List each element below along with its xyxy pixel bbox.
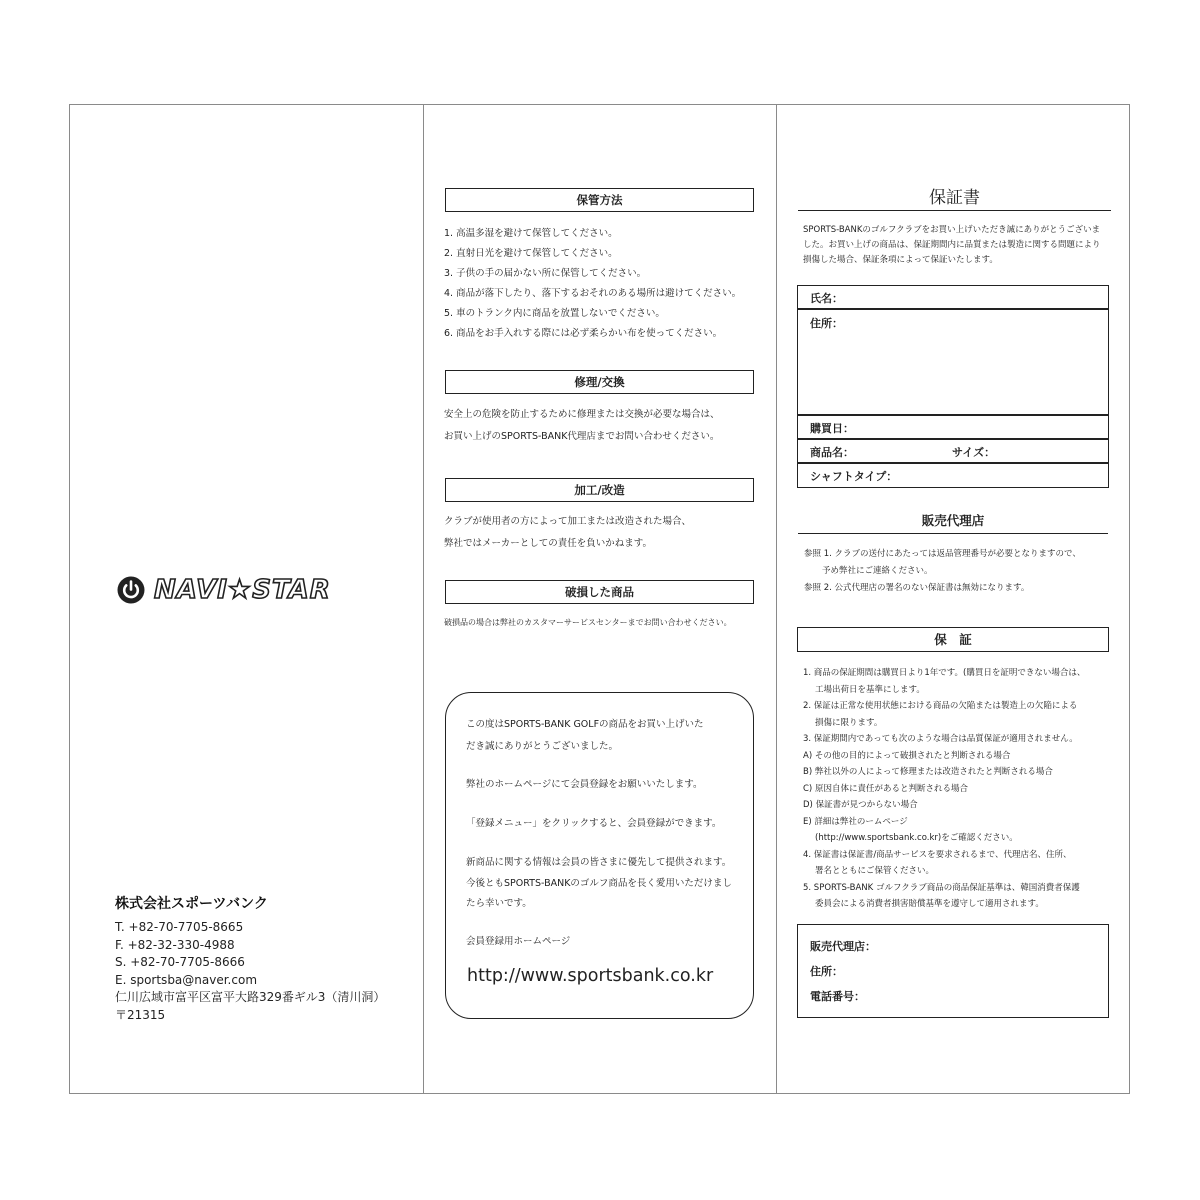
text-line: 弊社ではメーカーとしての責任を負いかねます。 — [444, 538, 653, 549]
list-item: B) 弊社以外の人によって修理または改造されたと判断される場合 — [803, 767, 1053, 777]
welcome-line: 弊社のホームページにて会員登録をお願いいたします。 — [466, 779, 703, 790]
list-item: D) 保証書が見つからない場合 — [803, 800, 918, 810]
company-tel: T. +82-70-7705-8665 — [115, 920, 244, 934]
welcome-line: だき誠にありがとうございました。 — [466, 741, 619, 752]
product-name-label: 商品名： — [810, 446, 854, 459]
storage-list — [444, 224, 741, 344]
text-line: お買い上げのSPORTS-BANK代理店までお問い合わせください。 — [444, 431, 720, 442]
damaged-header: 破損した商品 — [445, 580, 754, 604]
list-item: 5. SPORTS-BANK ゴルフクラブ商品の商品保証基準は、韓国消費者保護 — [803, 882, 1080, 893]
company-info — [115, 893, 415, 1024]
fold-line-left — [423, 104, 424, 1094]
dealer-phone-label: 電話番号： — [810, 990, 865, 1003]
homepage-url: http://www.sportsbank.co.kr — [467, 966, 714, 986]
text-line: 破損品の場合は弊社のカスタマーサービスセンターまでお問い合わせください。 — [444, 618, 732, 627]
list-item: E) 詳細は弊社のームページ — [803, 816, 908, 827]
list-item: 5. 車のトランク内に商品を放置しないでください。 — [444, 308, 665, 319]
list-item: (http://www.sportsbank.co.kr)をご確認ください。 — [815, 833, 1018, 843]
fold-line-right — [776, 104, 777, 1094]
list-item: 6. 商品をお手入れする際には必ず柔らかい布を使ってください。 — [444, 328, 723, 339]
damaged-text — [444, 617, 732, 628]
welcome-line: 「登録メニュー」をクリックすると、会員登録ができます。 — [466, 818, 722, 829]
repair-text — [444, 404, 720, 448]
note-line: 予め弊社にご連絡ください。 — [822, 566, 933, 576]
list-item: 4. 保証書は保証書/商品サービスを要求されるまで、代理店名、住所、 — [803, 849, 1072, 860]
form-divider — [797, 414, 1109, 416]
storage-header: 保管方法 — [445, 188, 754, 212]
purchase-date-label: 購買日： — [810, 422, 854, 435]
list-item: 工場出荷日を基準にします。 — [815, 684, 925, 695]
size-label: サイズ： — [952, 446, 996, 459]
form-divider — [797, 308, 1109, 310]
list-item: 損傷に限ります。 — [815, 717, 883, 728]
text-line: クラブが使用者の方によって加工または改造された場合、 — [444, 516, 692, 527]
company-fax: F. +82-32-330-4988 — [115, 937, 235, 952]
welcome-line: 今後ともSPORTS-BANKのゴルフ商品を長く愛用いただけまし — [466, 878, 732, 889]
warranty-list — [803, 666, 1085, 914]
certificate-title: 保証書 — [929, 188, 980, 208]
list-item: 1. 商品の保証期間は購買日より1年です。(購買日を証明できない場合は、 — [803, 668, 1086, 678]
dealer-title-divider — [798, 533, 1108, 534]
text-line: 安全上の危険を防止するために修理または交換が必要な場合は、 — [444, 409, 720, 420]
welcome-line: 会員登録用ホームページ — [466, 936, 571, 947]
intro-line: SPORTS-BANKのゴルフクラブをお買い上げいただき誠にありがとうございま — [803, 225, 1101, 235]
intro-line: した。お買い上げの商品は、保証期間内に品質または製造に関する問題により — [803, 240, 1101, 250]
brand-logo — [116, 575, 331, 605]
list-item: 署名とともにご保管ください。 — [815, 866, 935, 876]
dealer-address-label: 住所： — [810, 965, 843, 978]
brand-name: NAVI★STAR — [154, 575, 331, 605]
welcome-line: この度はSPORTS-BANK GOLFの商品をお買い上げいた — [466, 719, 704, 730]
dealer-title: 販売代理店 — [921, 513, 985, 528]
list-item: 2. 保証は正常な使用状態における商品の欠陥または製造上の欠陥による — [803, 701, 1078, 711]
address-field-label: 住所： — [810, 317, 843, 330]
modification-text — [444, 511, 691, 555]
company-address: 仁川広域市富平区富平大路329番ギル3（清川洞） — [115, 990, 386, 1004]
list-item: C) 原因自体に責任があると判断される場合 — [803, 783, 968, 794]
dealer-name-label: 販売代理店： — [810, 940, 876, 953]
list-item: 3. 保証期間内であっても次のような場合は品質保証が適用されません。 — [803, 734, 1078, 744]
list-item: A) その他の目的によって破損されたと判断される場合 — [803, 750, 1011, 761]
company-service: S. +82-70-7705-8666 — [115, 955, 245, 969]
list-item: 3. 子供の手の届かない所に保管してください。 — [444, 268, 647, 279]
intro-line: 損傷した場合、保証条項によって保証いたします。 — [803, 255, 998, 265]
repair-header: 修理/交換 — [445, 370, 754, 394]
company-name: 株式会社スポーツバンク — [115, 896, 268, 912]
list-item: 委員会による消費者損害賠償基準を遵守して適用されます。 — [815, 899, 1044, 909]
title-divider — [798, 210, 1111, 211]
modification-header: 加工/改造 — [445, 478, 754, 502]
note-line: 参照 1. クラブの送付にあたっては返品管理番号が必要となりますので、 — [804, 549, 1081, 559]
form-divider — [797, 462, 1109, 464]
note-line: 参照 2. 公式代理店の署名のない保証書は無効になります。 — [804, 583, 1030, 593]
name-field-label: 氏名： — [810, 292, 843, 305]
list-item: 2. 直射日光を避けて保管してください。 — [444, 248, 618, 259]
company-email: E. sportsba@naver.com — [115, 972, 258, 987]
list-item: 4. 商品が落下したり、落下するおそれのある場所は避けてください。 — [444, 288, 742, 299]
welcome-line: 新商品に関する情報は会員の皆さまに優先して提供されます。 — [466, 857, 732, 868]
company-postal: 〒21315 — [115, 1007, 166, 1022]
welcome-line: たら幸いです。 — [466, 898, 532, 909]
warranty-header: 保 証 — [797, 627, 1109, 652]
power-icon — [116, 575, 146, 605]
list-item: 1. 高温多湿を避けて保管してください。 — [444, 228, 618, 239]
shaft-type-label: シャフトタイプ： — [810, 470, 898, 483]
form-divider — [797, 438, 1109, 440]
